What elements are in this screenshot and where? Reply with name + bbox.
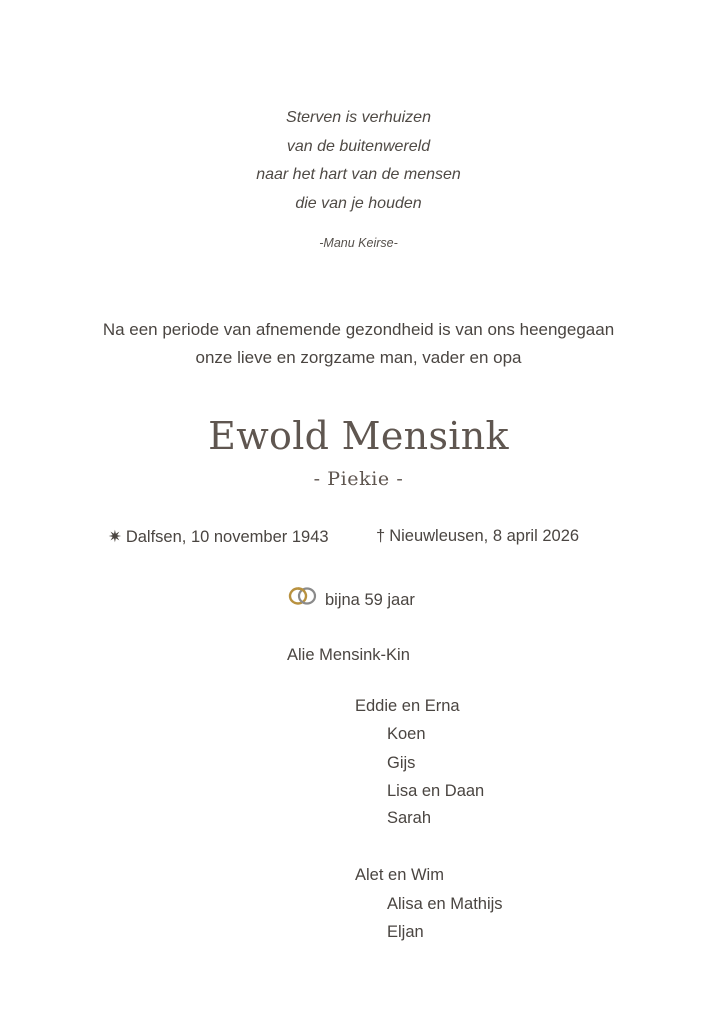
child-name: Alet en Wim — [355, 866, 444, 884]
poem-line: die van je houden — [295, 194, 422, 212]
poem-line: van de buitenwereld — [286, 137, 431, 155]
marriage-text: bijna 59 jaar — [325, 590, 415, 609]
birth-star-icon: ✷ — [108, 528, 122, 546]
poem-attribution: -Manu Keirse- — [319, 236, 398, 250]
spouse-name: Alie Mensink-Kin — [287, 646, 410, 664]
death-date: Nieuwleusen, 8 april 2026 — [389, 527, 580, 545]
grandchild-name: Koen — [387, 725, 426, 743]
poem — [0, 104, 717, 218]
announcement-text — [0, 316, 717, 372]
grandchild-name: Alisa en Mathijs — [387, 895, 503, 913]
grandchild-name: Lisa en Daan — [387, 782, 485, 800]
birth-date: Dalfsen, 10 november 1943 — [125, 528, 329, 546]
deceased-name: Ewold Mensink — [208, 414, 509, 458]
grandchild-name: Eljan — [387, 923, 424, 941]
poem-line: Sterven is verhuizen — [286, 109, 431, 126]
announcement-line: onze lieve en zorgzame man, vader en opa — [195, 348, 522, 367]
birth-info — [108, 527, 329, 547]
announcement-line: Na een periode van afnemende gezondheid is van ons heengegaan — [102, 320, 615, 339]
deceased-nickname: - Piekie - — [313, 468, 404, 490]
death-cross-icon: † — [376, 527, 386, 545]
wedding-rings-icon — [287, 586, 319, 611]
grandchild-name: Gijs — [387, 754, 416, 772]
marriage-duration — [287, 588, 415, 613]
poem-line: naar het hart van de mensen — [256, 166, 461, 183]
child-name: Eddie en Erna — [355, 697, 460, 715]
grandchild-name: Sarah — [387, 809, 432, 827]
death-info — [376, 527, 579, 546]
